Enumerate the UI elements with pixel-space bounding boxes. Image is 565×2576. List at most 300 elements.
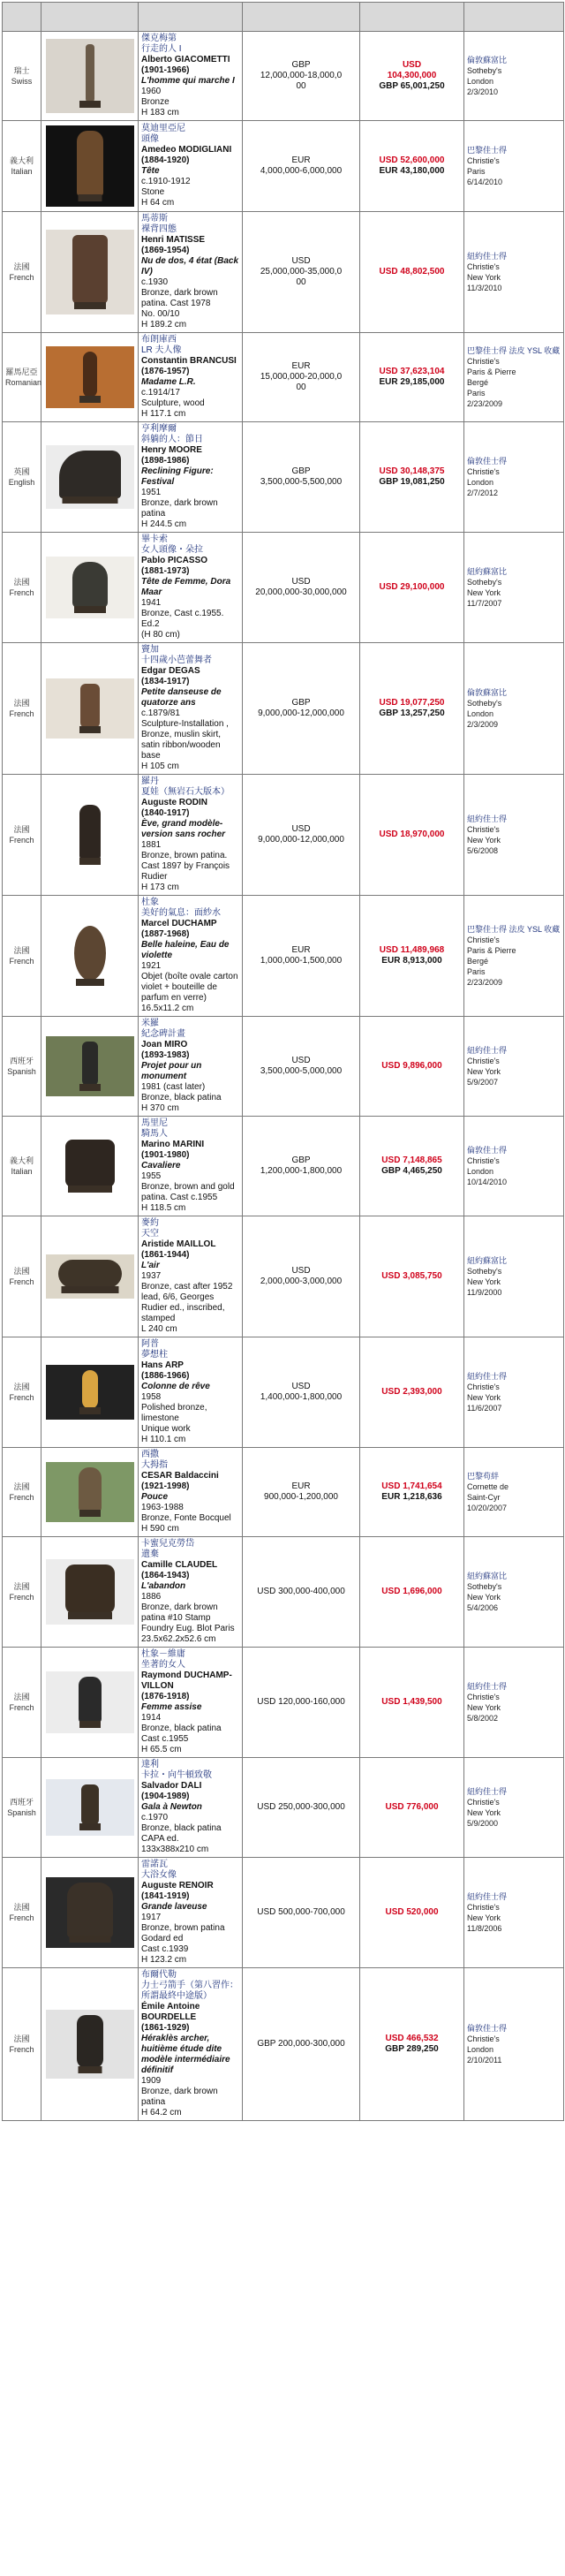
estimate-line: GBP: [291, 698, 311, 708]
work-cell: [139, 1216, 243, 1337]
nationality-zh: 法國: [13, 946, 30, 955]
work-title: Tête: [141, 166, 160, 176]
nationality-zh: 法國: [13, 2034, 30, 2043]
sculpture-thumbnail: [46, 125, 134, 207]
sculpture-thumbnail: [46, 799, 134, 870]
work-zh: 畢卡索: [141, 534, 168, 544]
work-cell: [139, 1968, 243, 2121]
work-detail: c.1970: [141, 1813, 169, 1822]
auction-zh: 巴黎佳士得 法皮 YSL 收藏: [467, 925, 561, 934]
work-title: Belle haleine, Eau de violette: [141, 940, 230, 960]
work-detail: Unique work: [141, 1424, 191, 1434]
work-cell: [139, 533, 243, 643]
auction-line: Christie's: [467, 262, 500, 271]
table-row: [3, 1117, 564, 1216]
sold-price-local: GBP 4,465,250: [381, 1166, 442, 1176]
sculpture-thumbnail: [46, 921, 134, 991]
auction-cell: [464, 533, 564, 643]
table-row: [3, 896, 564, 1017]
auction-cell: [464, 1648, 564, 1758]
image-cell: [41, 643, 139, 775]
auction-line: 10/20/2007: [467, 1504, 508, 1512]
sold-cell: [360, 1337, 464, 1448]
auction-line: Christie's: [467, 156, 500, 165]
nationality-zh: 法國: [13, 699, 30, 708]
auction-cell: [464, 121, 564, 212]
table-row: [3, 1337, 564, 1448]
sculpture-figure: [79, 1467, 102, 1512]
sold-price-usd: USD 18,970,000: [379, 830, 445, 839]
sold-cell: [360, 1537, 464, 1648]
nationality-zh: 法國: [13, 825, 30, 834]
auction-line: New York: [467, 588, 501, 597]
artist-name: Joan MIRO: [141, 1040, 188, 1049]
estimate-line: USD: [291, 577, 311, 587]
nationality: French: [9, 709, 34, 718]
sold-price-usd: USD 2,393,000: [381, 1387, 442, 1397]
sold-price-usd: USD 11,489,968: [379, 945, 445, 955]
nationality: Spanish: [7, 1067, 36, 1076]
work-detail: Bronze, brown patina: [141, 1923, 225, 1933]
auction-line: Sotheby's: [467, 1267, 502, 1276]
sold-price-local: GBP 65,001,250: [379, 81, 445, 91]
auction-cell: [464, 1448, 564, 1537]
work-detail: Bronze, brown patina. Cast 1897 by François Rudier: [141, 851, 230, 882]
table-row: [3, 1968, 564, 2121]
nationality: French: [9, 1277, 34, 1286]
work-detail: Sculpture-Installation , Bronze, muslin skirt, satin ribbon/wooden base: [141, 719, 229, 761]
work-detail: H 117.1 cm: [141, 409, 186, 419]
work-detail: 1921: [141, 961, 162, 971]
work-zh: 天空: [141, 1229, 159, 1239]
work-zh: 米羅: [141, 1019, 159, 1028]
auction-line: Paris: [467, 967, 486, 976]
image-cell: [41, 533, 139, 643]
nationality-cell: [3, 121, 41, 212]
sculpture-figure: [82, 1370, 98, 1409]
sculpture-base: [79, 1721, 101, 1728]
work-title: Cavaliere: [141, 1161, 181, 1171]
nationality-cell: [3, 1758, 41, 1858]
nationality-cell: [3, 1216, 41, 1337]
work-zh: 麥約: [141, 1218, 159, 1228]
sculpture-figure: [77, 131, 103, 196]
image-cell: [41, 1337, 139, 1448]
nationality-zh: 法國: [13, 1383, 30, 1391]
artist-dates: (1901-1966): [141, 65, 190, 75]
work-title: Pouce: [141, 1492, 169, 1502]
auction-zh: 紐約佳士得: [467, 1682, 508, 1691]
work-detail: H 64.2 cm: [141, 2108, 182, 2118]
nationality-cell: [3, 533, 41, 643]
work-detail: Bronze, dark brown patina #10 Stamp Foundry Eug. Blot Paris: [141, 1602, 235, 1633]
nationality: French: [9, 957, 34, 966]
estimate-cell: [243, 1117, 360, 1216]
estimate-cell: [243, 1648, 360, 1758]
nationality-zh: 瑞士: [13, 66, 30, 75]
sculpture-thumbnail: [46, 1462, 134, 1522]
sold-cell: [360, 1017, 464, 1117]
estimate-line: 3,500,000-5,500,000: [260, 477, 343, 487]
estimate-line: 00: [296, 383, 306, 392]
artist-name: Alberto GIACOMETTI: [141, 55, 230, 64]
sold-price-usd: USD 30,148,375: [379, 466, 445, 476]
auction-line: 11/7/2007: [467, 599, 502, 608]
sculpture-figure: [72, 235, 108, 304]
nationality-zh: 法國: [13, 1267, 30, 1276]
work-detail: Bronze: [141, 97, 170, 107]
auction-line: 11/8/2006: [467, 1924, 502, 1933]
work-zh: 西撒: [141, 1450, 159, 1459]
nationality-cell: [3, 1337, 41, 1448]
work-zh: 行走的人 I: [141, 44, 182, 54]
auction-line: Sotheby's: [467, 578, 502, 587]
sculpture-thumbnail: [46, 1559, 134, 1625]
nationality: French: [9, 1593, 34, 1602]
auction-line: 11/9/2000: [467, 1288, 502, 1297]
nationality-cell: [3, 643, 41, 775]
sculpture-thumbnail: [46, 230, 134, 314]
estimate-cell: [243, 1537, 360, 1648]
work-detail: Stone: [141, 187, 165, 197]
work-cell: [139, 775, 243, 896]
work-zh: 莫迪里亞尼: [141, 124, 185, 133]
estimate-line: GBP 200,000-300,000: [257, 2039, 345, 2049]
estimate-cell: [243, 1448, 360, 1537]
artist-dates: (1898-1986): [141, 456, 190, 466]
auction-line: Christie's: [467, 1903, 500, 1912]
nationality-zh: 法國: [13, 1693, 30, 1701]
sold-price-local: EUR 1,218,636: [381, 1492, 442, 1502]
sculpture-thumbnail: [46, 1036, 134, 1096]
artist-name: Amedeo MODIGLIANI: [141, 145, 232, 155]
auction-cell: [464, 212, 564, 333]
nationality-cell: [3, 1017, 41, 1117]
auction-line: 2/7/2012: [467, 489, 499, 497]
work-detail: 1951: [141, 488, 162, 497]
work-cell: [139, 422, 243, 533]
work-detail: H 370 cm: [141, 1103, 179, 1113]
artist-dates: (1840-1917): [141, 808, 190, 818]
work-zh: 竇加: [141, 645, 159, 655]
sculpture-thumbnail: [46, 678, 134, 739]
auction-line: 5/6/2008: [467, 846, 499, 855]
work-title: L'abandon: [141, 1581, 186, 1591]
work-title: Grande laveuse: [141, 1902, 207, 1912]
auction-line: 2/3/2010: [467, 87, 499, 96]
artist-dates: (1841-1919): [141, 1891, 190, 1901]
artist-dates: (1869-1954): [141, 246, 190, 255]
work-detail: 1960: [141, 87, 162, 96]
artist-dates: (1901-1980): [141, 1150, 190, 1160]
work-detail: CAPA ed.: [141, 1834, 179, 1844]
table-row: [3, 1758, 564, 1858]
work-zh: 裸背四態: [141, 224, 177, 234]
sold-price-local: GBP 13,257,250: [379, 708, 445, 718]
auction-cell: [464, 1216, 564, 1337]
work-detail: Bronze, black patina: [141, 1724, 222, 1733]
work-zh: 杜象－維庸: [141, 1649, 185, 1659]
col-sold: [360, 3, 464, 32]
sculpture-thumbnail: [46, 1779, 134, 1836]
nationality-zh: 法國: [13, 262, 30, 271]
estimate-line: 900,000-1,200,000: [264, 1492, 338, 1502]
sold-price-local: EUR 43,180,000: [379, 166, 445, 176]
work-zh: 力士弓箭手（第八習作：所謂最終中途版）: [141, 1981, 238, 2001]
sculpture-thumbnail: [46, 445, 134, 509]
estimate-line: GBP: [291, 466, 311, 476]
sculpture-thumbnail: [46, 1877, 134, 1948]
estimate-line: 2,000,000-3,000,000: [260, 1277, 343, 1286]
artist-name: Pablo PICASSO: [141, 556, 208, 565]
estimate-cell: [243, 422, 360, 533]
estimate-cell: [243, 1337, 360, 1448]
work-detail: 1914: [141, 1713, 162, 1723]
work-detail: Bronze, dark brown patina. Cast 1978: [141, 288, 218, 308]
col-auction: [464, 3, 564, 32]
work-detail: Bronze, brown and gold patina. Cast c.1955: [141, 1182, 235, 1202]
image-cell: [41, 32, 139, 121]
auction-zh: 倫敦蘇富比: [467, 56, 508, 64]
sold-price-usd: USD 1,439,500: [381, 1697, 442, 1707]
artist-dates: (1834-1917): [141, 677, 190, 686]
work-detail: c.1914/17: [141, 388, 180, 398]
work-zh: 杜象: [141, 898, 159, 907]
work-cell: [139, 212, 243, 333]
artist-name: Camille CLAUDEL: [141, 1560, 218, 1570]
work-title: Projet pour un monument: [141, 1061, 202, 1081]
nationality-cell: [3, 775, 41, 896]
nationality: Italian: [11, 167, 33, 176]
estimate-line: USD: [291, 256, 311, 266]
sold-price-usd: USD 520,000: [385, 1907, 439, 1917]
work-cell: [139, 1858, 243, 1968]
work-detail: Bronze, dark brown patina: [141, 2087, 218, 2107]
work-cell: [139, 121, 243, 212]
work-title: Petite danseuse de quatorze ans: [141, 687, 222, 708]
sold-cell: [360, 896, 464, 1017]
work-cell: [139, 32, 243, 121]
sculpture-base: [61, 1286, 118, 1293]
nationality-cell: [3, 1858, 41, 1968]
auction-line: Paris & Pierre: [467, 367, 516, 376]
artist-dates: (1861-1929): [141, 2023, 190, 2033]
auction-line: London: [467, 478, 494, 487]
auction-line: 5/4/2006: [467, 1603, 499, 1612]
sculpture-base: [79, 1510, 101, 1517]
auction-line: Paris & Pierre: [467, 946, 516, 955]
work-detail: Bronze, Cast c.1955. Ed.2: [141, 609, 224, 629]
work-cell: [139, 333, 243, 422]
estimate-line: 9,000,000-12,000,000: [258, 708, 344, 718]
work-zh: 亨利摩爾: [141, 424, 177, 434]
work-zh: 美好的氣息：面紗水: [141, 908, 221, 918]
table-row: [3, 775, 564, 896]
sculpture-thumbnail: [46, 557, 134, 618]
sculpture-figure: [59, 451, 121, 498]
image-cell: [41, 1448, 139, 1537]
image-cell: [41, 1537, 139, 1648]
work-detail: H 189.2 cm: [141, 320, 187, 330]
auction-line: New York: [467, 1808, 501, 1817]
auction-cell: [464, 32, 564, 121]
auction-cell: [464, 1858, 564, 1968]
artist-name: Edgar DEGAS: [141, 666, 200, 676]
auction-cell: [464, 896, 564, 1017]
nationality: French: [9, 836, 34, 845]
work-zh: 女人頭像・朵拉: [141, 545, 203, 555]
auction-line: Christie's: [467, 1156, 500, 1165]
estimate-line: 00: [296, 81, 306, 91]
image-cell: [41, 1758, 139, 1858]
auction-line: New York: [467, 1277, 501, 1286]
auction-zh: 紐約佳士得: [467, 1892, 508, 1901]
estimate-line: USD: [291, 1266, 311, 1276]
nationality-zh: 義大利: [9, 156, 34, 165]
work-title: Femme assise: [141, 1702, 202, 1712]
nationality: Spanish: [7, 1808, 36, 1817]
work-detail: L 240 cm: [141, 1324, 177, 1334]
image-cell: [41, 1117, 139, 1216]
work-title: Héraklès archer, huitième étude dite modèle intermédiaire définitif: [141, 2034, 230, 2075]
sculpture-thumbnail: [46, 346, 134, 408]
work-cell: [139, 1537, 243, 1648]
work-zh: 布爾代勒: [141, 1970, 177, 1980]
sculpture-figure: [74, 926, 106, 981]
work-zh: 馬蒂斯: [141, 214, 168, 224]
auction-line: New York: [467, 836, 501, 845]
auction-line: Christie's: [467, 1693, 500, 1701]
work-detail: 1917: [141, 1913, 162, 1922]
work-cell: [139, 1117, 243, 1216]
estimate-cell: [243, 1017, 360, 1117]
artist-name: Salvador DALI: [141, 1781, 202, 1791]
table-row: [3, 533, 564, 643]
sculpture-figure: [82, 1042, 98, 1086]
nationality-cell: [3, 212, 41, 333]
estimate-line: 12,000,000-18,000,0: [260, 71, 343, 80]
sold-price-local: GBP 289,250: [385, 2044, 439, 2054]
auction-line: New York: [467, 273, 501, 282]
auction-line: Paris: [467, 167, 486, 176]
nationality-cell: [3, 32, 41, 121]
work-detail: H 183 cm: [141, 108, 179, 117]
nationality: English: [8, 478, 35, 487]
sold-cell: [360, 333, 464, 422]
auction-cell: [464, 1758, 564, 1858]
auction-line: New York: [467, 1067, 501, 1076]
auction-zh: 紐約佳士得: [467, 1046, 508, 1055]
nationality-zh: 西班牙: [9, 1798, 34, 1807]
work-detail: 1981 (cast later): [141, 1082, 206, 1092]
work-title: Colonne de rêve: [141, 1382, 210, 1391]
estimate-line: 1,200,000-1,800,000: [260, 1166, 343, 1176]
auction-line: Christie's: [467, 1383, 500, 1391]
table-row: [3, 1537, 564, 1648]
estimate-line: USD: [291, 1382, 311, 1391]
work-detail: 1963-1988: [141, 1503, 184, 1512]
work-title: L'homme qui marche I: [141, 76, 235, 86]
auction-line: Christie's: [467, 357, 500, 366]
estimate-cell: [243, 32, 360, 121]
estimate-line: 4,000,000-6,000,000: [260, 166, 343, 176]
auction-line: Christie's: [467, 1798, 500, 1807]
image-cell: [41, 333, 139, 422]
artist-name: Marcel DUCHAMP: [141, 919, 217, 928]
estimate-line: EUR: [291, 945, 311, 955]
estimate-cell: [243, 1758, 360, 1858]
image-cell: [41, 1968, 139, 2121]
auction-line: Christie's: [467, 825, 500, 834]
nationality: French: [9, 1393, 34, 1402]
estimate-line: 9,000,000-12,000,000: [258, 835, 344, 845]
sold-price-usd: USD 7,148,865: [381, 1155, 442, 1165]
nationality: Romanian: [5, 378, 42, 387]
sold-cell: [360, 1858, 464, 1968]
table-row: [3, 212, 564, 333]
sold-cell: [360, 643, 464, 775]
auction-line: Christie's: [467, 936, 500, 944]
auction-zh: 紐約佳士得: [467, 1372, 508, 1381]
sculpture-base: [78, 2066, 102, 2073]
work-detail: 23.5x62.2x52.6 cm: [141, 1634, 216, 1644]
auction-zh: 紐約蘇富比: [467, 567, 508, 576]
col-estimate: [243, 3, 360, 32]
sold-cell: [360, 1448, 464, 1537]
artist-name: Henri MATISSE: [141, 235, 206, 245]
auction-line: Bergé: [467, 957, 489, 966]
work-detail: c.1930: [141, 277, 169, 287]
auction-line: 6/14/2010: [467, 178, 503, 186]
estimate-cell: [243, 1968, 360, 2121]
artist-name: Hans ARP: [141, 1360, 184, 1370]
auction-line: 11/3/2010: [467, 284, 502, 292]
sold-price-local: EUR 8,913,000: [381, 956, 442, 966]
auction-zh: 紐約蘇富比: [467, 1256, 508, 1265]
sculpture-figure: [65, 1565, 115, 1614]
artist-name: Émile Antoine BOURDELLE: [141, 2002, 200, 2022]
nationality-zh: 法國: [13, 1482, 30, 1491]
sold-cell: [360, 121, 464, 212]
artist-dates: (1887-1968): [141, 929, 190, 939]
work-zh: 斜躺的人：節日: [141, 435, 203, 444]
auction-zh: 倫敦佳士得: [467, 457, 508, 466]
artist-name: CESAR Baldaccini: [141, 1471, 219, 1481]
nationality-cell: [3, 422, 41, 533]
sculpture-thumbnail: [46, 1365, 134, 1420]
sculpture-figure: [67, 1883, 113, 1937]
estimate-cell: [243, 896, 360, 1017]
auction-line: New York: [467, 1393, 501, 1402]
auction-line: London: [467, 77, 494, 86]
estimate-cell: [243, 1216, 360, 1337]
artist-dates: (1904-1989): [141, 1792, 190, 1801]
work-detail: Bronze, cast after 1952 lead, 6/6, Georges Rudier ed., inscribed, stamped: [141, 1282, 233, 1323]
work-title: Gala à Newton: [141, 1802, 202, 1812]
auction-line: Sotheby's: [467, 1582, 502, 1591]
work-zh: 坐著的女人: [141, 1660, 185, 1670]
image-cell: [41, 212, 139, 333]
sold-cell: [360, 1117, 464, 1216]
auction-line: 11/6/2007: [467, 1404, 502, 1413]
sold-price-local: EUR 29,185,000: [379, 377, 445, 387]
auction-zh: 巴黎佳士得: [467, 146, 508, 155]
artist-dates: (1876-1918): [141, 1692, 190, 1701]
sold-price-usd: USD: [402, 60, 422, 70]
work-detail: 133x388x210 cm: [141, 1845, 209, 1854]
artist-dates: (1864-1943): [141, 1571, 190, 1580]
work-detail: Objet (boîte ovale carton violet + bouteille de parfum en verre): [141, 972, 238, 1003]
